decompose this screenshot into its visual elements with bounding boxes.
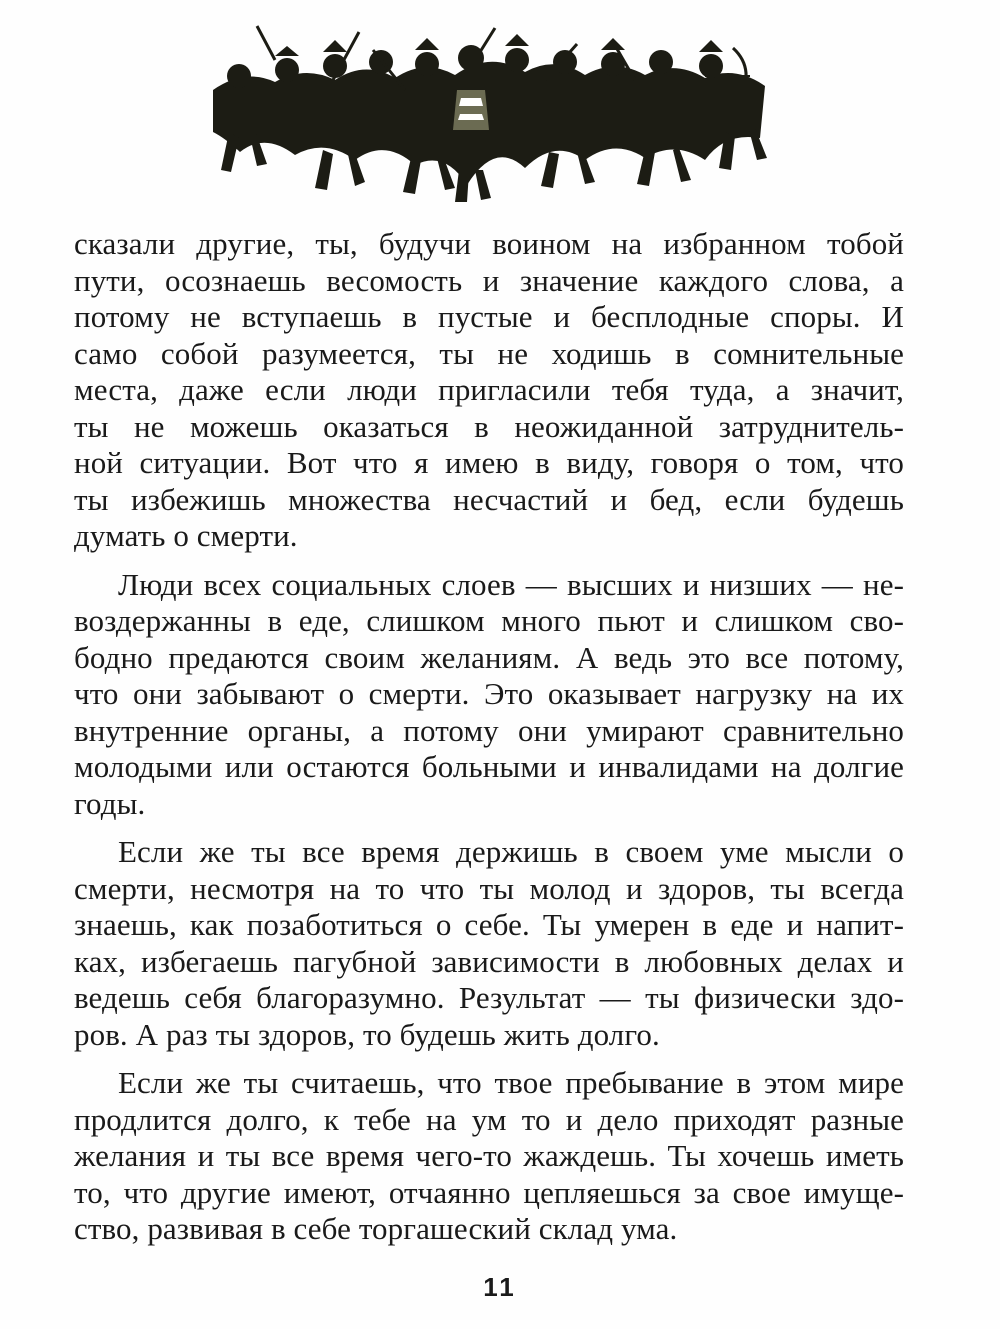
paragraph (74, 567, 904, 823)
paragraph (74, 834, 904, 1053)
text-line: ведешь себя благоразумно. Результат — ты физически здо- (74, 980, 904, 1015)
text-line: потому не вступаешь в пустые и бесплодные споры. И (74, 299, 904, 334)
text-line: воздержанны в еде, слишком много пьют и слишком сво- (74, 603, 904, 638)
text-line: желания и ты все время чего-то жаждешь. Ты хочешь иметь (74, 1138, 904, 1173)
text-line: ров. А раз ты здоров, то будешь жить долго. (74, 1016, 660, 1052)
text-line: что они забывают о смерти. Это оказывает нагрузку на их (74, 676, 904, 711)
text-line: Люди всех социальных слоев — высших и низших — не- (118, 566, 904, 602)
text-line: ты не можешь оказаться в неожиданной затруднитель- (74, 408, 904, 444)
text-line: пути, осознаешь весомость и значение каждого слова, а (74, 262, 904, 298)
text-line: бодно предаются своим желаниям. А ведь это все потому, (74, 639, 904, 675)
paragraph (74, 226, 904, 555)
text-line: годы. (74, 785, 146, 821)
text-line: Если же ты все время держишь в своем уме мысли о (118, 834, 904, 869)
text-line: само собой разумеется, ты не ходишь в сомнительные (74, 335, 904, 371)
text-line: ках, избегаешь пагубной зависимости в любовных делах и (74, 943, 904, 979)
page-number: 11 (483, 1272, 517, 1302)
paragraph (74, 1065, 904, 1248)
samurai-frieze-illustration (205, 20, 775, 205)
text-line: ство, развивая в себе торгашеский склад ума. (74, 1211, 678, 1246)
text-line: то, что другие имеют, отчаянно цепляешься за свое имуще- (74, 1174, 904, 1210)
body-text (74, 226, 904, 1248)
text-line: сказали другие, ты, будучи воином на избранном тобой (74, 226, 904, 261)
text-line: Если же ты считаешь, что твое пребывание в этом мире (118, 1065, 904, 1100)
text-line: места, даже если люди пригласили тебя туда, а значит, (74, 372, 904, 407)
text-line: смерти, несмотря на то что ты молод и здоров, ты всегда (74, 870, 904, 906)
text-line: ной ситуации. Вот что я имею в виду, говоря о том, что (74, 445, 904, 480)
text-line: продлится долго, к тебе на ум то и дело приходят разные (74, 1101, 904, 1137)
text-line: внутренние органы, а потому они умирают сравнительно (74, 712, 904, 748)
text-line: знаешь, как позаботиться о себе. Ты умерен в еде и напит- (74, 907, 904, 942)
text-line: думать о смерти. (74, 518, 298, 553)
text-line: ты избежишь множества несчастий и бед, если будешь (74, 481, 904, 517)
text-line: молодыми или остаются больными и инвалидами на долгие (74, 749, 904, 784)
